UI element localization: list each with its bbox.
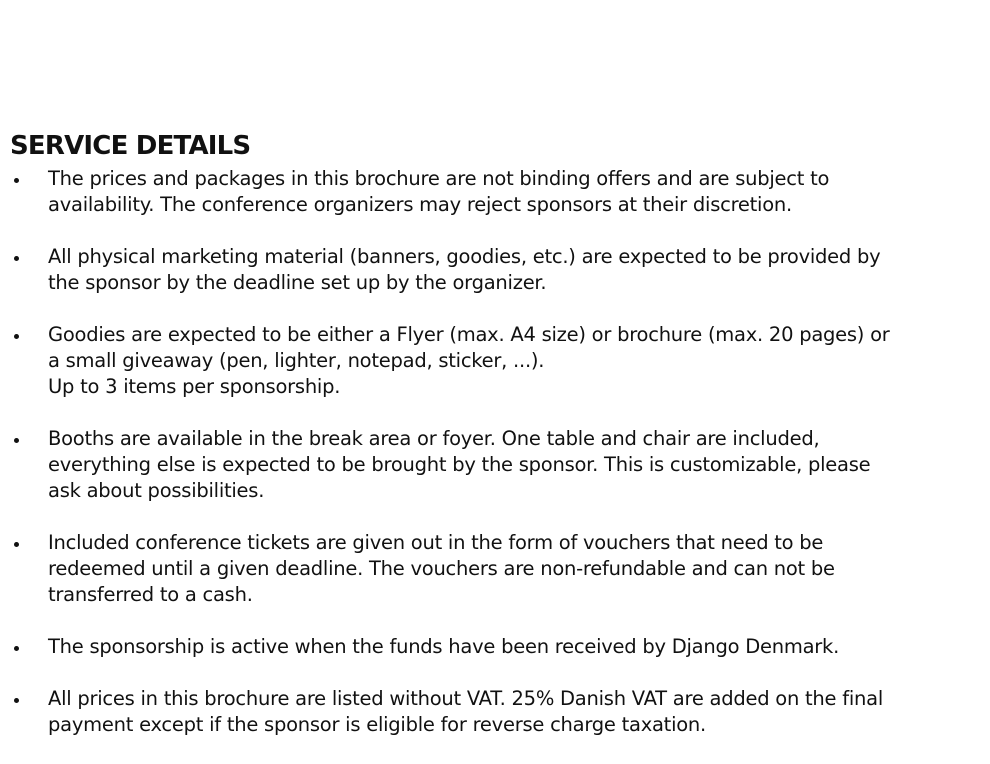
list-item-line: The prices and packages in this brochure are not binding offers and are subject to — [48, 167, 830, 190]
list-item — [0, 244, 990, 296]
list-item — [0, 322, 990, 400]
list-item-line: The sponsorship is active when the funds have been received by Django Denmark. — [48, 635, 840, 658]
list-item-line: All physical marketing material (banners, goodies, etc.) are expected to be provided by — [48, 245, 881, 268]
service-details-list — [0, 166, 990, 764]
list-item — [0, 530, 990, 608]
bullet-icon — [14, 634, 22, 660]
list-item-line: Up to 3 items per sponsorship. — [48, 375, 341, 398]
list-item-line: Booths are available in the break area or foyer. One table and chair are included, — [48, 427, 820, 450]
list-item-line: availability. The conference organizers may reject sponsors at their discretion. — [48, 193, 792, 216]
list-item-line: Included conference tickets are given out in the form of vouchers that need to be — [48, 531, 824, 554]
list-item-line: ask about possibilities. — [48, 479, 265, 502]
bullet-icon — [14, 166, 22, 192]
bullet-icon — [14, 686, 22, 712]
bullet-icon — [14, 530, 22, 556]
list-item-line: Goodies are expected to be either a Flyer (max. A4 size) or brochure (max. 20 pages) or — [48, 323, 890, 346]
list-item-line: redeemed until a given deadline. The vouchers are non-refundable and can not be — [48, 557, 835, 580]
list-item — [0, 426, 990, 504]
bullet-icon — [14, 426, 22, 452]
list-item-line: everything else is expected to be brought by the sponsor. This is customizable, please — [48, 453, 871, 476]
list-item-line: the sponsor by the deadline set up by the organizer. — [48, 271, 547, 294]
list-item — [0, 166, 990, 218]
section-title: SERVICE DETAILS — [10, 131, 251, 161]
list-item — [0, 634, 990, 660]
list-item-line: transferred to a cash. — [48, 583, 253, 606]
bullet-icon — [14, 322, 22, 348]
list-item-line: All prices in this brochure are listed without VAT. 25% Danish VAT are added on the final — [48, 687, 883, 710]
list-item-line: a small giveaway (pen, lighter, notepad, sticker, ...). — [48, 349, 545, 372]
list-item — [0, 686, 990, 738]
bullet-icon — [14, 244, 22, 270]
list-item-line: payment except if the sponsor is eligible for reverse charge taxation. — [48, 713, 706, 736]
